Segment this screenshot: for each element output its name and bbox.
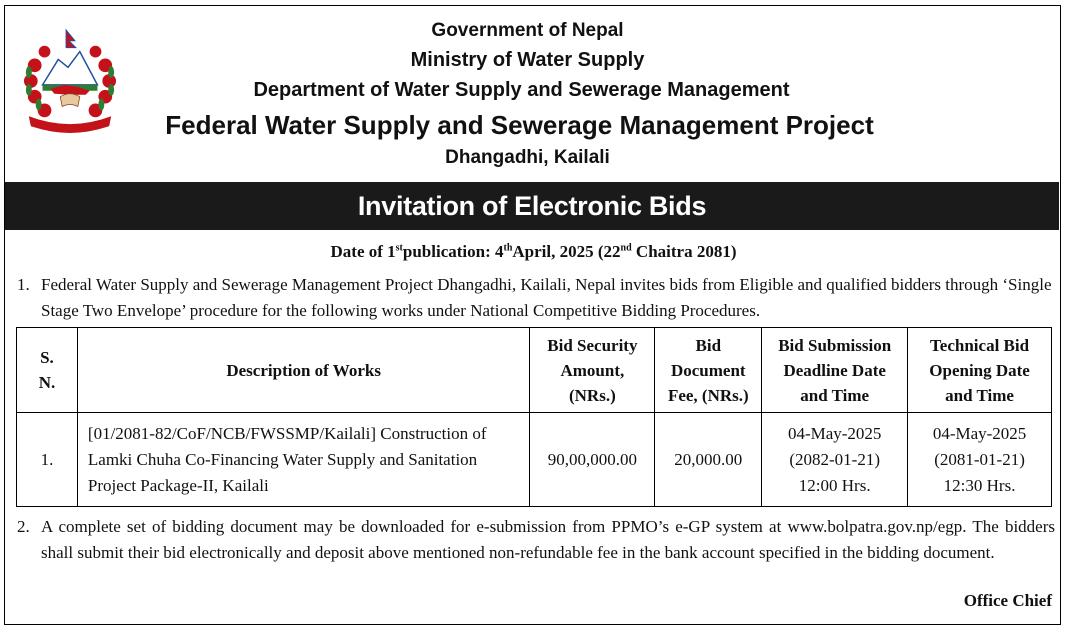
header-ministry: Ministry of Water Supply bbox=[410, 49, 645, 71]
header-government: Government of Nepal bbox=[431, 20, 624, 41]
publication-date: Date of 1stpublication: 4thApril, 2025 (22nd Chaitra 2081) bbox=[330, 242, 737, 261]
paragraph-2-number: 2. bbox=[17, 517, 30, 536]
header-submission-deadline: Bid Submission Deadline Date and Time bbox=[762, 328, 908, 413]
row-bid-security: 90,00,000.00 bbox=[530, 413, 655, 507]
header-opening-date: Technical Bid Opening Date and Time bbox=[908, 328, 1052, 413]
bids-table bbox=[16, 327, 1052, 507]
notice-title-banner: Invitation of Electronic Bids bbox=[5, 182, 1059, 230]
header-location: Dhangadhi, Kailali bbox=[445, 147, 610, 168]
paragraph-2-text: A complete set of bidding document may be downloaded for e-submission from PPMO’s e-GP system at www.bolpatra.gov.np/egp. The bidders shall submit their bid electronically and deposit above mentioned non-refundable fee in the bank account specified in the bidding document. bbox=[41, 517, 1055, 562]
row-document-fee: 20,000.00 bbox=[655, 413, 762, 507]
header-bid-security: Bid Security Amount, (NRs.) bbox=[530, 328, 655, 413]
header-sn: S. N. bbox=[17, 328, 78, 413]
row-submission-deadline: 04-May-2025 (2082-01-21) 12:00 Hrs. bbox=[762, 413, 908, 507]
signature-office-chief: Office Chief bbox=[963, 591, 1052, 610]
table-header-row bbox=[17, 328, 1052, 413]
header-description: Description of Works bbox=[77, 328, 530, 413]
notice-frame bbox=[4, 5, 1061, 625]
row-sn: 1. bbox=[17, 413, 78, 507]
row-description: [01/2081-82/CoF/NCB/FWSSMP/Kailali] Construction of Lamki Chuha Co-Financing Water Supply and Sanitation Project Package-II, Kailali bbox=[77, 413, 530, 507]
header-document-fee: Bid Document Fee, (NRs.) bbox=[655, 328, 762, 413]
header-department: Department of Water Supply and Sewerage Management bbox=[253, 79, 790, 101]
row-opening-date: 04-May-2025 (2081-01-21) 12:30 Hrs. bbox=[908, 413, 1052, 507]
paragraph-1 bbox=[17, 272, 1055, 324]
paragraph-1-text: Federal Water Supply and Sewerage Management Project Dhangadhi, Kailali, Nepal invites bids from Eligible and qualified bidders through ‘Single Stage Two Envelope’ procedure for the following works under National Competitive Bidding Procedures. bbox=[41, 275, 1052, 320]
paragraph-2 bbox=[17, 514, 1055, 566]
table-row bbox=[17, 413, 1052, 507]
header-project: Federal Water Supply and Sewerage Management Project bbox=[165, 110, 874, 140]
paragraph-1-number: 1. bbox=[17, 275, 30, 294]
